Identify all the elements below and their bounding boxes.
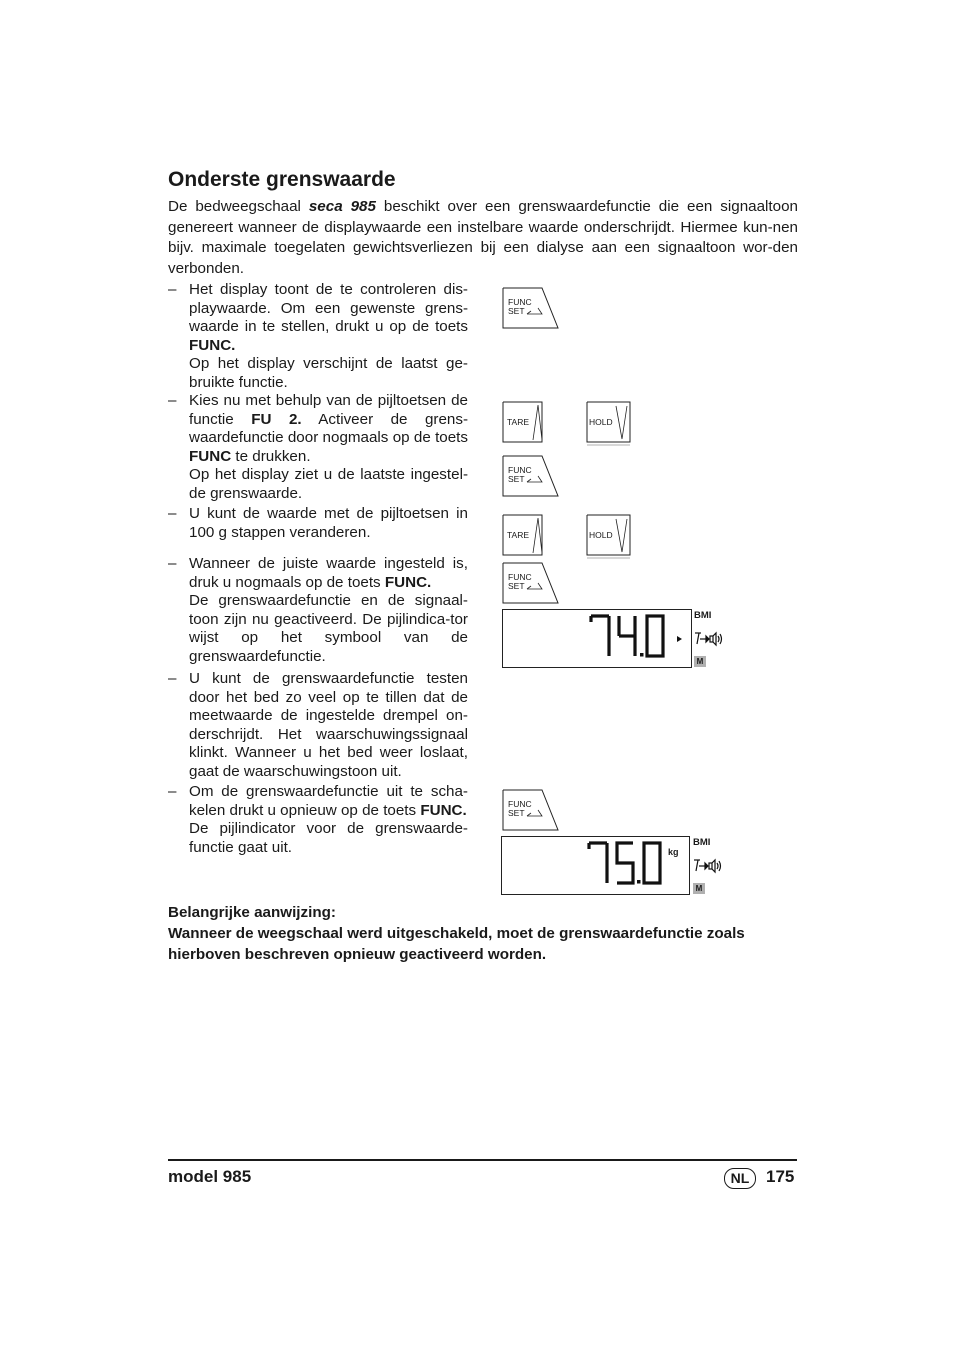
tare-key [502,514,558,556]
list-dash: – [168,555,177,572]
step-result: De pijlindicator voor de grenswaarde-functie gaat uit. [189,820,468,856]
hold-key [586,401,642,443]
func-set-key [502,562,558,604]
step-6 [168,783,468,857]
bmi-label: BMI [694,610,712,621]
memory-indicator: M [693,883,705,894]
limit-alarm-icon [694,630,728,648]
limit-alarm-icon [693,857,727,875]
step-text [189,555,468,592]
hold-label: HOLD [589,417,613,427]
hold-key [586,514,642,556]
page-number: 175 [766,1167,795,1186]
list-dash: – [168,783,177,800]
bmi-label: BMI [693,837,711,848]
seven-segment-value [503,610,691,667]
step-text: U kunt de waarde met de pijltoetsen in 100 g stappen veranderen. [189,505,468,541]
func-label: FUNC [508,572,532,582]
notice-text: Wanneer de weegschaal werd uitgeschakeld, moet de grenswaardefunctie zoals hierboven beschreven opnieuw geactiveerd worden. [168,925,745,963]
seven-segment-value [502,837,689,894]
page-title: Onderste grenswaarde [168,168,396,191]
set-label: SET [508,808,525,818]
footer-divider [168,1159,797,1161]
step-1 [168,281,468,393]
step-text [189,392,468,466]
func-set-key [502,455,558,497]
step-text: U kunt de grenswaardefunctie testen door het bed zo veel op te tillen dat de meetwaarde de ingestelde drempel on-derschrijdt. Het waarschuwingssignaal klinkt. Wanneer u het bed weer loslaat, gaat de waarschuwingstoon uit. [189,670,468,780]
intro-text: De bedweegschaal [168,198,309,215]
lcd-display-2 [501,836,690,895]
tare-label: TARE [507,530,530,540]
key-name: FUNC. [189,336,236,354]
step-3 [168,505,468,542]
step-text-part: Activeer de grens-waardefunctie door nogmaals op de toets [189,410,469,447]
step-5 [168,670,468,782]
list-dash: – [168,281,177,298]
func-set-key [502,789,558,831]
list-dash: – [168,392,177,409]
language-badge: NL [724,1168,756,1189]
step-text-part: te drukken. [231,447,311,465]
key-name: FUNC. [384,573,432,591]
step-4 [168,555,468,667]
func-set-key [502,287,558,329]
intro-text-cont: beschikt over een grenswaardefunctie die een signaaltoon genereert wanneer de displaywaarde een instelbare waarde onderschrijdt. Hiermee kun-nen bijv. maximale toegelaten gewichtsverliezen bij een dialyse aan een signaaltoon wor-den verbonden. [168,198,798,277]
footer-model: model 985 [168,1167,252,1186]
notice-title: Belangrijke aanwijzing: [168,904,336,921]
set-label: SET [508,306,525,316]
unit-label: kg [668,847,679,857]
step-result: De grenswaardefunctie en de signaal-toon zijn nu geactiveerd. De pijlindica-tor wijst op het symbool van de grenswaardefunctie. [189,592,468,665]
step-text-part: Wanneer de juiste waarde ingesteld is, druk u nogmaals op de toets [189,555,468,591]
product-name: seca 985 [308,198,376,215]
memory-indicator: M [694,656,706,667]
func-label: FUNC [508,297,532,307]
set-label: SET [508,581,525,591]
step-text-part: Kies nu met behulp van de pijltoetsen de functie [189,392,468,428]
set-label: SET [508,474,525,484]
step-text-part: Om de grenswaardefunctie uit te scha-kelen drukt u opnieuw op de toets [189,783,468,819]
step-result: Op het display verschijnt de laatst ge-bruikte functie. [189,355,468,391]
tare-label: TARE [507,417,530,427]
step-2 [168,392,468,504]
hold-label: HOLD [589,530,613,540]
key-name: FUNC [189,447,232,465]
function-name: FU 2. [251,410,302,428]
step-text-part: Het display toont de te controleren dis-playwaarde. Om een gewenste grens-waarde in te stellen, drukt u op de toets [189,281,468,336]
intro-paragraph [168,197,798,279]
step-result: Op het display ziet u de laatste ingestel-de grenswaarde. [189,466,468,502]
step-text [189,783,468,820]
lcd-display-1 [502,609,692,668]
list-dash: – [168,670,177,687]
step-text [189,281,468,355]
func-label: FUNC [508,465,532,475]
list-dash: – [168,505,177,522]
func-label: FUNC [508,799,532,809]
important-notice [168,902,808,965]
key-name: FUNC. [420,801,467,819]
tare-key [502,401,558,443]
